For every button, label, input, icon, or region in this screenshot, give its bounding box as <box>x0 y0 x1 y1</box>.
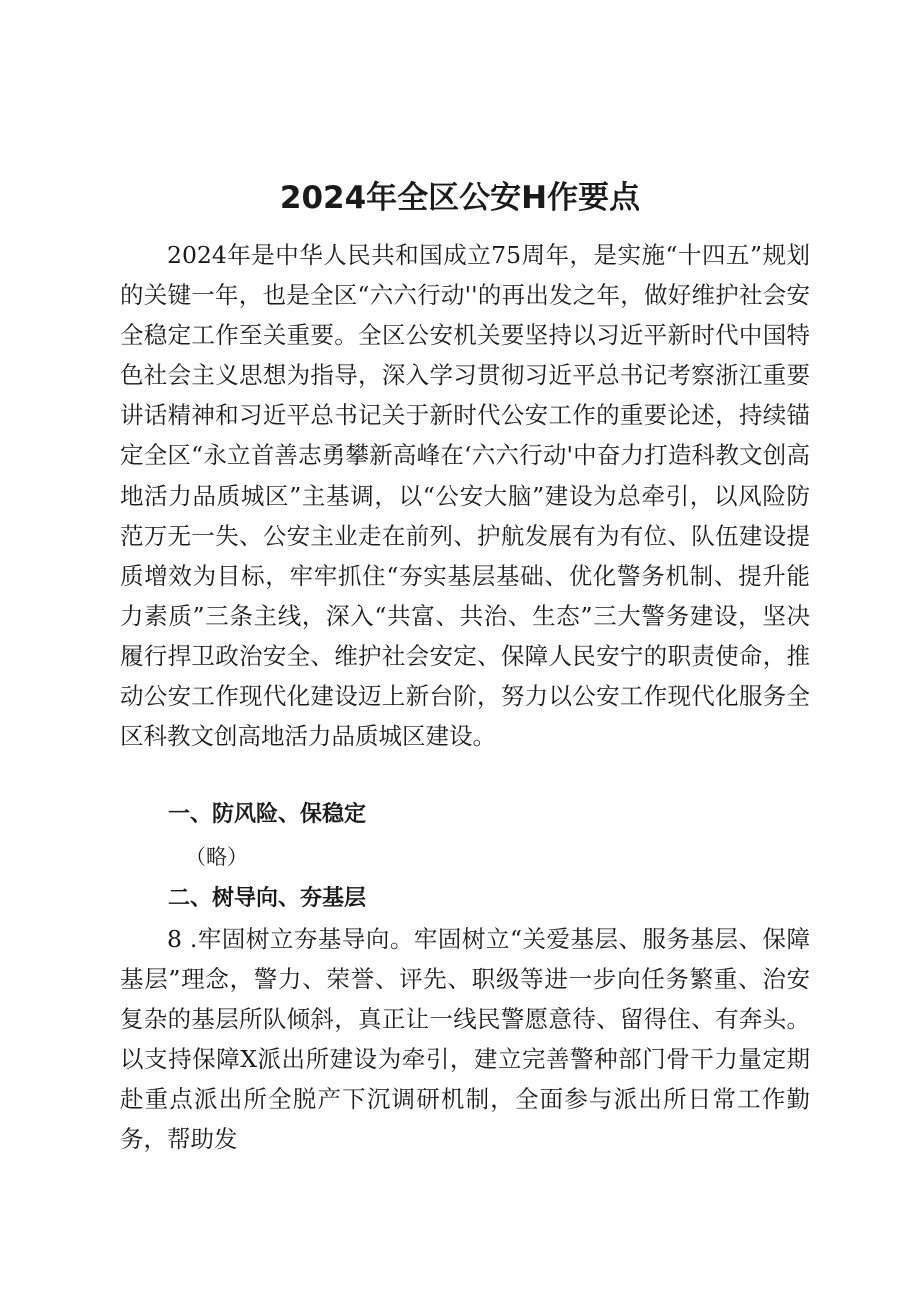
item-8-paragraph: 8 .牢固树立夯基导向。牢固树立“关爱基层、服务基层、保障基层”理念，警力、荣誉、评先、职级等进一步向任务繁重、治安复杂的基层所队倾斜，真正让一线民警愿意待、留得住、有奔头。以支持保障X派出所建设为牵引，建立完善警种部门骨干力量定期赴重点派出所全脱产下沉调研机制，全面参与派出所日常工作勤务，帮助发 <box>120 925 810 1154</box>
document-title: 2024年全区公安H作要点 <box>279 180 641 216</box>
section-one-heading: 一、防风险、保稳定 <box>168 802 367 827</box>
section-two-heading: 二、树导向、夯基层 <box>168 886 367 911</box>
intro-paragraph: 2024年是中华人民共和国成立75周年，是实施“十四五”规划的关键一年，也是全区“六六行动''的再出发之年，做好维护社会安全稳定工作至关重要。全区公安机关要坚持以习近平新时代中国特色社会主义思想为指导，深入学习贯彻习近平总书记考察浙江重要讲话精神和习近平总书记关于新时代公安工作的重要论述，持续锚定全区“永立首善志勇攀新高峰在‘六六行动'中奋力打造科教文创高地活力品质城区”主基调，以“公安大脑”建设为总牵引，以风险防范万无一失、公安主业走在前列、护航发展有为有位、队伍建设提质增效为目标，牢牢抓住“夯实基层基础、优化警务机制、提升能力素质”三条主线，深入“共富、共治、生态”三大警务建设，坚决履行捍卫政治安全、维护社会安定、保障人民安宁的职责使命，推动公安工作现代化建设迈上新台阶，努力以公安工作现代化服务全区科教文创高地活力品质城区建设。 <box>120 241 810 751</box>
section-one-omitted-note: （略） <box>185 845 248 869</box>
